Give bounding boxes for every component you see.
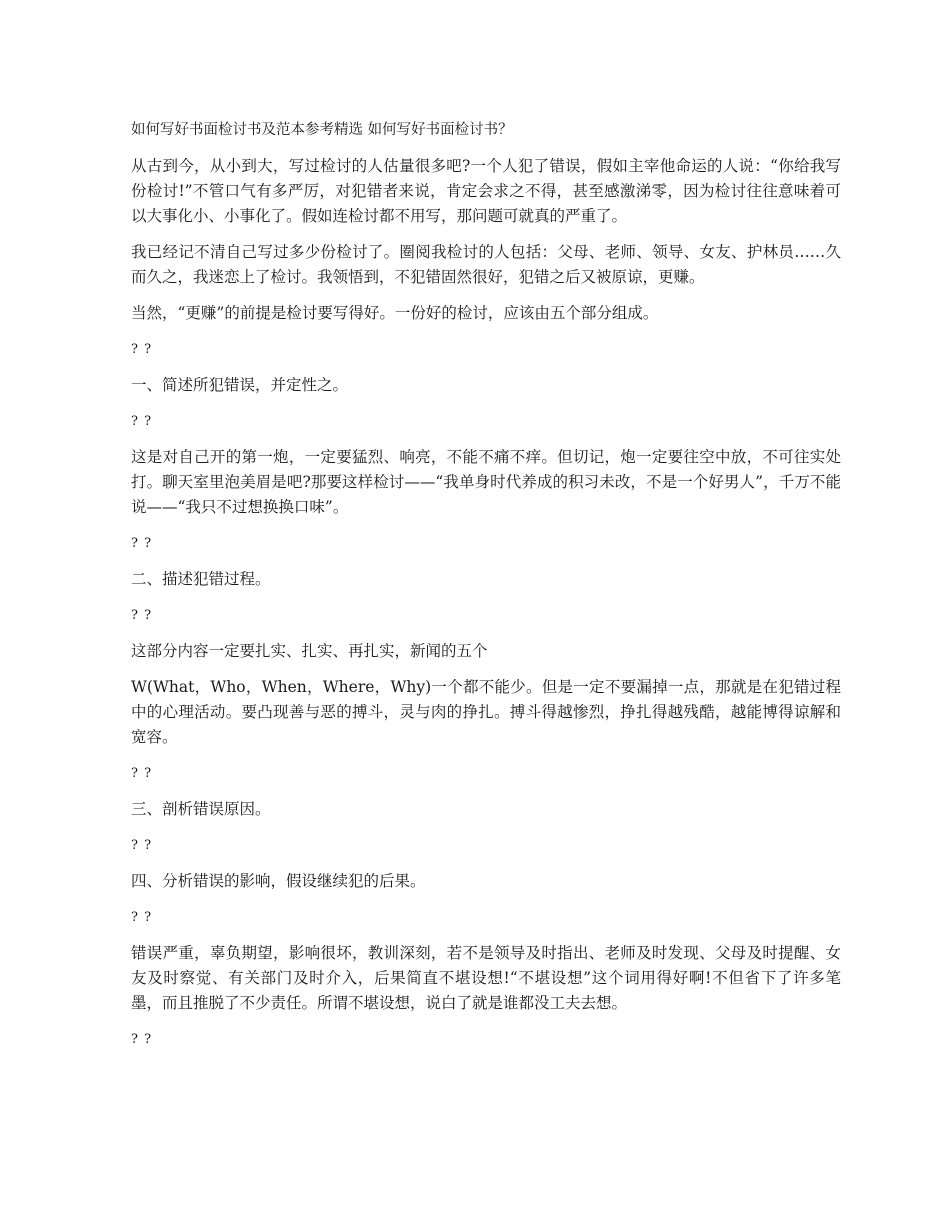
section-heading-2: 二、描述犯错过程。 [131, 570, 271, 588]
paragraph-section-4: 错误严重，辜负期望，影响很坏，教训深刻，若不是领导及时指出、老师及时发现、父母及时提醒、女友及时察觉、有关部门及时介入，后果简直不堪设想!“不堪设想”这个词用得好啊!不但省下了许多笔墨，而且推脱了不少责任。所谓不堪设想，说白了就是谁都没工夫去想。 [131, 944, 841, 1012]
placeholder-mark: ? ? [131, 1032, 153, 1047]
placeholder-mark: ? ? [131, 342, 153, 357]
section-heading-1: 一、简述所犯错误，并定性之。 [131, 376, 349, 394]
document-body [131, 118, 841, 1063]
paragraph-section-2-a: 这部分内容一定要扎实、扎实、再扎实，新闻的五个 [131, 642, 488, 660]
document-title: 如何写好书面检讨书及范本参考精选 如何写好书面检讨书？ [131, 122, 513, 138]
placeholder-mark: ? ? [131, 536, 153, 551]
paragraph-section-1: 这是对自己开的第一炮，一定要猛烈、响亮，不能不痛不痒。但切记，炮一定要往空中放，不可往实处打。聊天室里泡美眉是吧?那要这样检讨——“我单身时代养成的积习未改，不是一个好男人”，千万不能说——“我只不过想换换口味”。 [131, 448, 841, 516]
paragraph-five-parts: 当然，“更赚”的前提是检讨要写得好。一份好的检讨，应该由五个部分组成。 [131, 304, 659, 322]
placeholder-mark: ? ? [131, 608, 153, 623]
section-heading-3: 三、剖析错误原因。 [131, 800, 271, 818]
placeholder-mark: ? ? [131, 766, 153, 781]
placeholder-mark: ? ? [131, 414, 153, 429]
placeholder-mark: ? ? [131, 838, 153, 853]
placeholder-mark: ? ? [131, 910, 153, 925]
section-heading-4: 四、分析错误的影响，假设继续犯的后果。 [131, 872, 426, 890]
paragraph-experience: 我已经记不清自己写过多少份检讨了。圈阅我检讨的人包括：父母、老师、领导、女友、护林员……久而久之，我迷恋上了检讨。我领悟到，不犯错固然很好，犯错之后又被原谅，更赚。 [131, 243, 841, 286]
paragraph-section-2-b: W(What，Who，When，Where，Why)一个都不能少。但是一定不要漏掉一点，那就是在犯错过程中的心理活动。要凸现善与恶的搏斗，灵与肉的挣扎。搏斗得越惨烈，挣扎得越残酷，越能博得谅解和宽容。 [131, 678, 841, 746]
paragraph-intro: 从古到今，从小到大，写过检讨的人估量很多吧?一个人犯了错误，假如主宰他命运的人说：“你给我写份检讨!”不管口气有多严厉，对犯错者来说，肯定会求之不得，甚至感激涕零，因为检讨往往意味着可以大事化小、小事化了。假如连检讨都不用写，那问题可就真的严重了。 [131, 157, 841, 225]
